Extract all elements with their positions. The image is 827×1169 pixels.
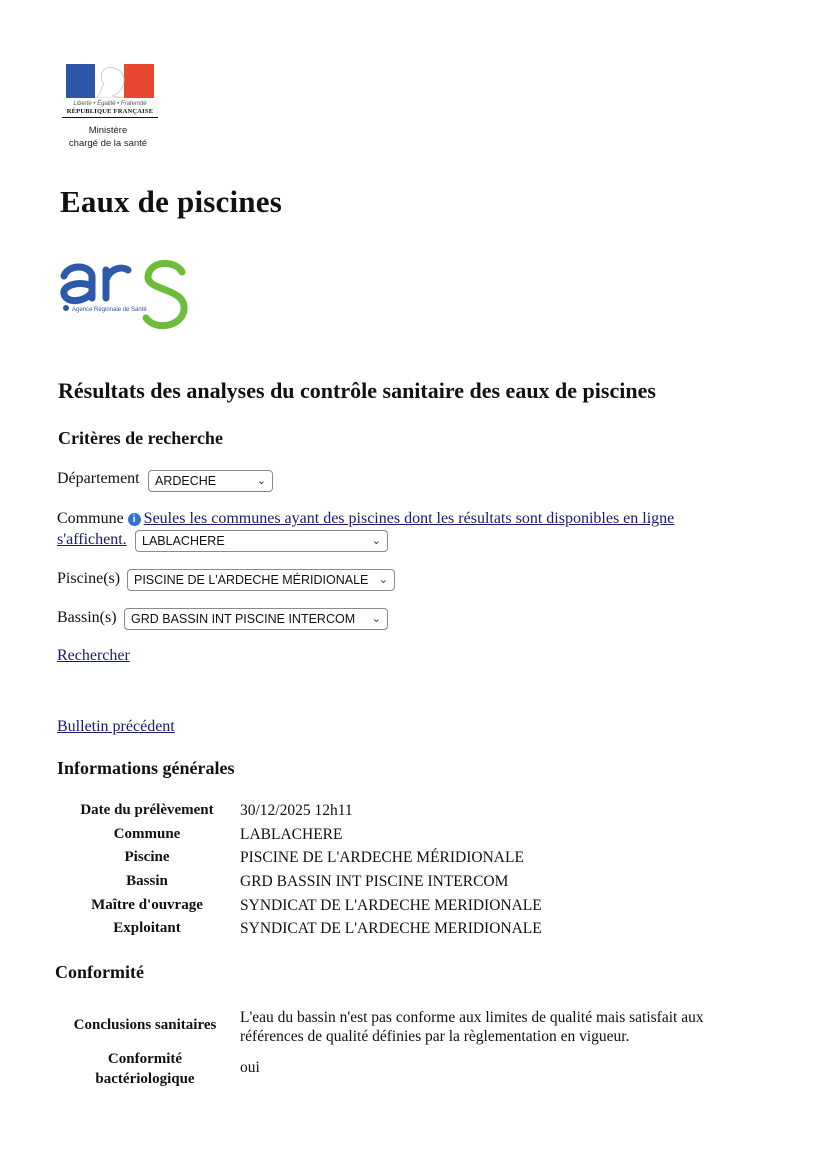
marianne-profile-icon [66,64,154,98]
commune-value: LABLACHERE [142,534,225,548]
republic-motto: Liberté • Égalité • Fraternité [73,101,147,107]
piscine-value: PISCINE DE L'ARDECHE MÉRIDIONALE [134,573,369,587]
ars-tagline: Agence Régionale de Santé [72,307,147,313]
commune-select[interactable] [135,530,388,552]
info-icon: i [128,513,141,526]
republic-name: RÉPUBLIQUE FRANÇAISE [66,108,154,115]
ministry-name [58,124,158,150]
ars-logo [58,250,194,340]
divider [62,117,158,118]
bassin-info-value: GRD BASSIN INT PISCINE INTERCOM [240,873,509,890]
chevron-down-icon: ⌄ [371,613,381,625]
conclusions-line: L'eau du bassin n'est pas conforme aux limites de qualité mais satisfait aux [240,1009,704,1026]
commune-info-link[interactable]: Seules les communes ayant des piscines dont les résultats sont disponibles en ligne [143,510,675,527]
conformite-heading: Conformité [55,962,144,982]
commune-info-link-cont[interactable]: s'affichent. [57,531,127,548]
ministry-line: chargé de la santé [68,138,148,149]
date-value: 30/12/2025 12h11 [240,802,353,819]
chevron-down-icon: ⌄ [371,535,381,547]
departement-label: Département [57,470,140,487]
piscine-select[interactable] [127,569,395,591]
commune-row [57,510,717,528]
bassin-info-label: Bassin [126,873,168,889]
commune-label: Commune [57,510,124,527]
conclusions-label: Conclusions sanitaires [73,1017,217,1033]
search-criteria-heading: Critères de recherche [58,428,223,448]
search-link[interactable]: Rechercher [57,647,130,664]
commune-info-cont [57,531,127,549]
maitre-ouvrage-value: SYNDICAT DE L'ARDECHE MERIDIONALE [240,897,542,914]
commune-info-value: LABLACHERE [240,826,343,843]
marianne-logo [62,64,158,118]
chevron-down-icon: ⌄ [256,475,266,487]
departement-select[interactable] [148,470,273,492]
maitre-ouvrage-label: Maître d'ouvrage [91,897,203,913]
bacterio-label-line: bactériologique [95,1071,195,1087]
exploitant-label: Exploitant [113,920,181,936]
bacterio-value: oui [240,1059,260,1076]
piscine-info-label: Piscine [124,849,170,865]
previous-bulletin-link[interactable]: Bulletin précédent [57,718,175,735]
ministry-line: Ministère [88,125,128,136]
bacterio-label [55,1049,235,1089]
exploitant-value: SYNDICAT DE L'ARDECHE MERIDIONALE [240,920,542,937]
bassin-value: GRD BASSIN INT PISCINE INTERCOM [131,612,356,626]
date-label: Date du prélèvement [80,802,214,818]
conclusions-line: références de qualité définies par la règlementation en vigueur. [240,1028,630,1045]
chevron-down-icon: ⌄ [378,574,388,586]
ars-logo-icon [58,250,194,340]
general-info-heading: Informations générales [57,758,235,778]
conclusions-value [240,1008,780,1046]
page-title: Eaux de piscines [60,184,282,219]
bassin-label: Bassin(s) [57,609,117,626]
piscine-label: Piscine(s) [57,570,121,587]
bassin-select[interactable] [124,608,388,630]
tricolor-flag-icon [66,64,154,98]
commune-info-label: Commune [113,826,181,842]
results-heading: Résultats des analyses du contrôle sanitaire des eaux de piscines [58,378,656,403]
bacterio-label-line: Conformité [107,1051,183,1067]
piscine-info-value: PISCINE DE L'ARDECHE MÉRIDIONALE [240,849,524,866]
departement-value: ARDECHE [155,474,217,488]
